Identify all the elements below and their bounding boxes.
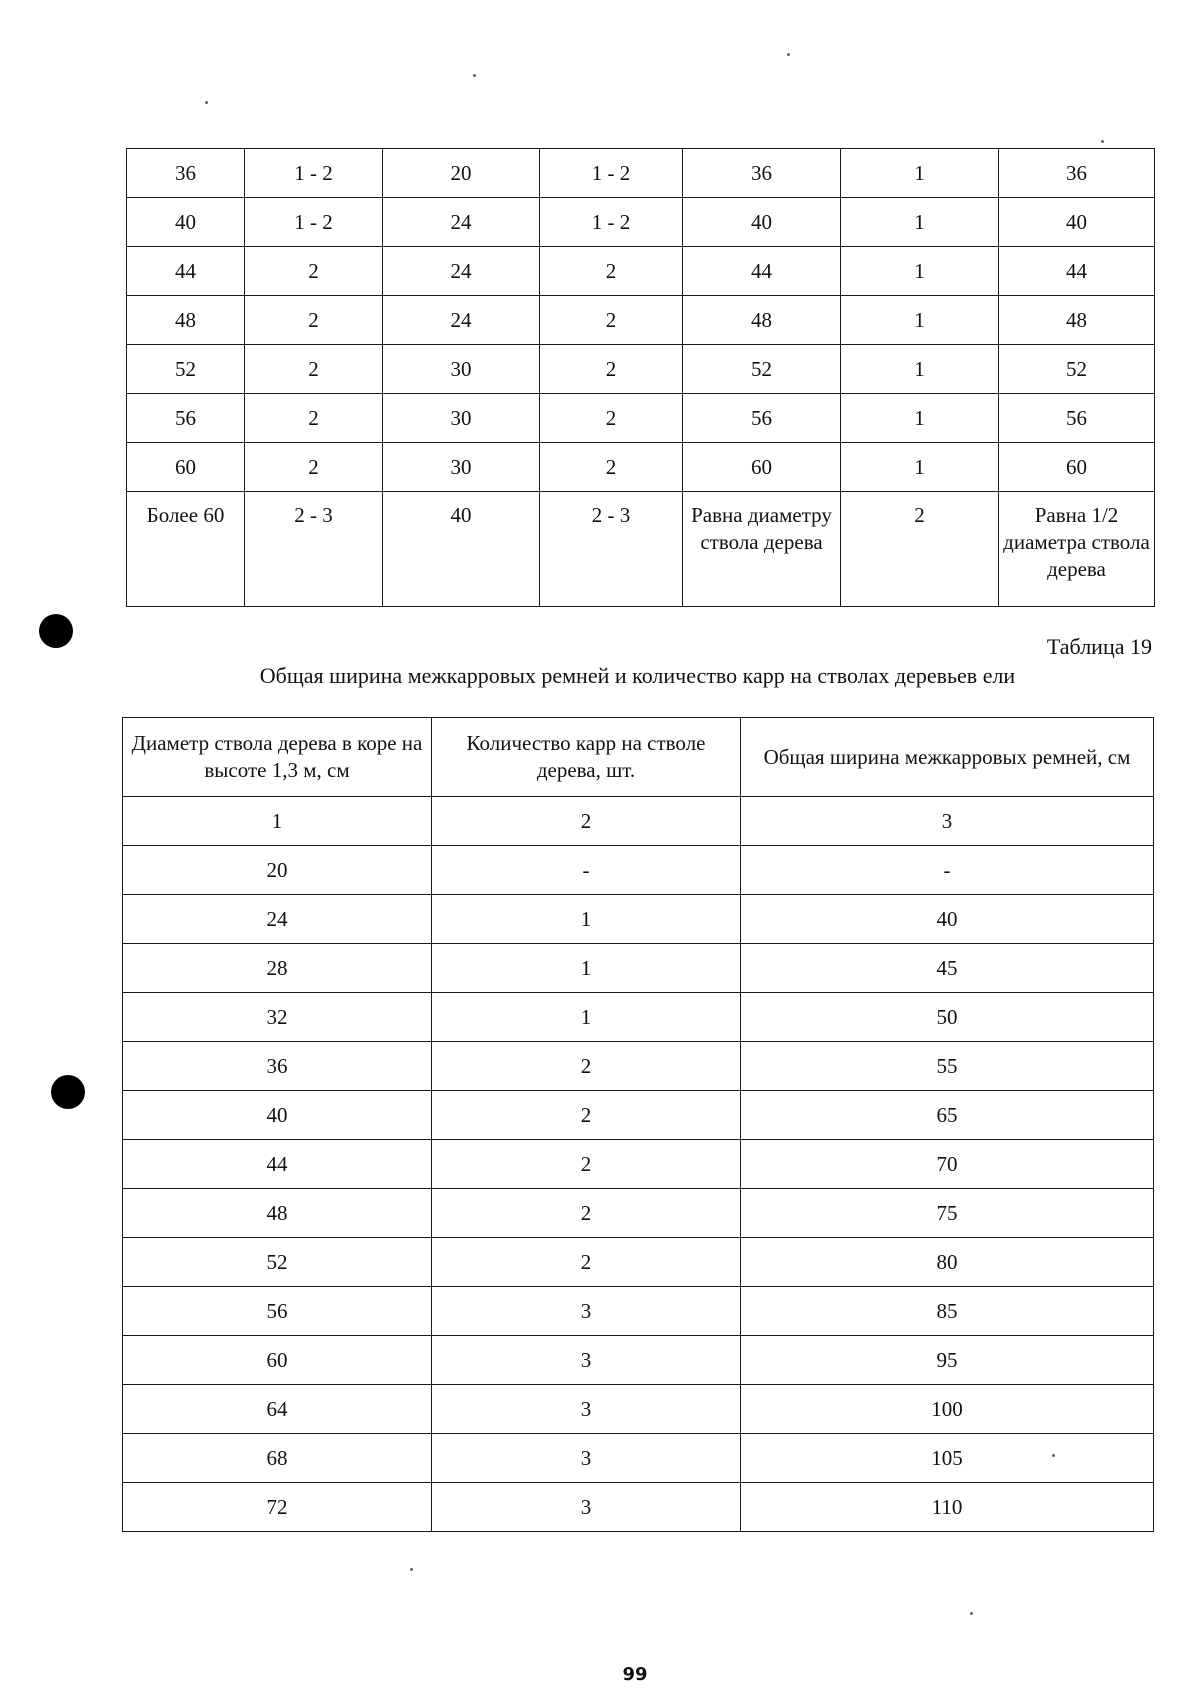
- header-diameter: Диаметр ствола дерева в коре на высоте 1,3 м, см: [123, 718, 432, 797]
- cell-count: 2: [432, 1140, 741, 1189]
- cell-col-2: 2: [245, 345, 383, 394]
- cell-col-4: 2: [540, 443, 683, 492]
- cell-col-2: 2: [245, 394, 383, 443]
- cell-col-1: 48: [127, 296, 245, 345]
- cell-count: 1: [432, 944, 741, 993]
- cell-col-6: 1: [841, 394, 999, 443]
- table-row: [123, 797, 1154, 846]
- cell-width: 105: [741, 1434, 1154, 1483]
- cell-col-6: 1: [841, 443, 999, 492]
- cell-col-4: 1 - 2: [540, 198, 683, 247]
- cell-width: 100: [741, 1385, 1154, 1434]
- scan-speck: [1101, 140, 1104, 143]
- cell-col-5: 40: [683, 198, 841, 247]
- cell-col-1: 36: [127, 149, 245, 198]
- cell-count: 2: [432, 1189, 741, 1238]
- cell-diameter: 68: [123, 1434, 432, 1483]
- cell-col-1: 60: [127, 443, 245, 492]
- cell-col-2: 1 - 2: [245, 198, 383, 247]
- cell-diameter: 20: [123, 846, 432, 895]
- cell-width: 80: [741, 1238, 1154, 1287]
- cell-col-5: 48: [683, 296, 841, 345]
- scan-speck: [1052, 1454, 1055, 1457]
- cell-width: 85: [741, 1287, 1154, 1336]
- scan-speck: [410, 1568, 413, 1571]
- table-row: [123, 1140, 1154, 1189]
- table-row: [123, 1287, 1154, 1336]
- table-row: [123, 1189, 1154, 1238]
- table-row: [127, 394, 1155, 443]
- table-row: [123, 1385, 1154, 1434]
- cell-width: 45: [741, 944, 1154, 993]
- table-row: [123, 846, 1154, 895]
- cell-count: 2: [432, 1238, 741, 1287]
- cell-count: 1: [432, 895, 741, 944]
- cell-width: 50: [741, 993, 1154, 1042]
- scan-speck: [787, 53, 790, 56]
- cell-col-6: 1: [841, 198, 999, 247]
- cell-diameter: 32: [123, 993, 432, 1042]
- cell-width: -: [741, 846, 1154, 895]
- cell-col-3: 30: [383, 443, 540, 492]
- cell-diameter: 52: [123, 1238, 432, 1287]
- cell-width: 75: [741, 1189, 1154, 1238]
- cell-col-7: 56: [999, 394, 1155, 443]
- cell-col-5: 36: [683, 149, 841, 198]
- cell-diameter: 40: [123, 1091, 432, 1140]
- cell-diameter: 48: [123, 1189, 432, 1238]
- cell-width: 110: [741, 1483, 1154, 1532]
- table-row: [123, 944, 1154, 993]
- cell-width: 40: [741, 895, 1154, 944]
- cell-col-4: 2: [540, 247, 683, 296]
- cell-col-5: 56: [683, 394, 841, 443]
- scan-speck: [205, 101, 208, 104]
- table-row: [123, 1336, 1154, 1385]
- punch-hole-lower: [51, 1075, 85, 1109]
- cell-col-4: 2: [540, 394, 683, 443]
- cell-col-3: 24: [383, 198, 540, 247]
- cell-col-7: 48: [999, 296, 1155, 345]
- cell-width: 70: [741, 1140, 1154, 1189]
- cell-col-2: 1 - 2: [245, 149, 383, 198]
- header-width: Общая ширина межкарровых ремней, см: [741, 718, 1154, 797]
- cell-col-2: 2: [245, 296, 383, 345]
- cell-col-2: 2: [245, 443, 383, 492]
- cell-col-5: Равна диаметру ствола дерева: [683, 492, 841, 607]
- table-row: [127, 198, 1155, 247]
- cell-diameter: 24: [123, 895, 432, 944]
- cell-diameter: 28: [123, 944, 432, 993]
- table-row: [127, 296, 1155, 345]
- cell-count: 3: [432, 1287, 741, 1336]
- cell-width: 65: [741, 1091, 1154, 1140]
- cell-col-4: 2 - 3: [540, 492, 683, 607]
- cell-col-3: 24: [383, 296, 540, 345]
- scan-speck: [970, 1612, 973, 1615]
- cell-diameter: 36: [123, 1042, 432, 1091]
- cell-col-6: 1: [841, 247, 999, 296]
- cell-width: 95: [741, 1336, 1154, 1385]
- cell-diameter: 44: [123, 1140, 432, 1189]
- header-count: Количество карр на стволе дерева, шт.: [432, 718, 741, 797]
- cell-col-3: 20: [383, 149, 540, 198]
- cell-count: 3: [432, 1336, 741, 1385]
- cell-col-5: 60: [683, 443, 841, 492]
- cell-col-2: 2 - 3: [245, 492, 383, 607]
- cell-count: 3: [432, 1385, 741, 1434]
- continued-table-body: [127, 149, 1155, 607]
- cell-col-5: 44: [683, 247, 841, 296]
- cell-col-4: 1 - 2: [540, 149, 683, 198]
- cell-count: 2: [432, 1042, 741, 1091]
- table-row: [123, 1238, 1154, 1287]
- cell-col-7: 60: [999, 443, 1155, 492]
- cell-col-7: 44: [999, 247, 1155, 296]
- cell-col-6: 1: [841, 296, 999, 345]
- cell-count: -: [432, 846, 741, 895]
- cell-diameter: 56: [123, 1287, 432, 1336]
- cell-count: 2: [432, 797, 741, 846]
- cell-col-5: 52: [683, 345, 841, 394]
- cell-diameter: 1: [123, 797, 432, 846]
- cell-col-6: 2: [841, 492, 999, 607]
- cell-col-4: 2: [540, 296, 683, 345]
- cell-col-7: 40: [999, 198, 1155, 247]
- table-row: [123, 1042, 1154, 1091]
- cell-col-6: 1: [841, 345, 999, 394]
- cell-col-3: 30: [383, 345, 540, 394]
- table-row: [123, 1434, 1154, 1483]
- cell-count: 1: [432, 993, 741, 1042]
- punch-hole-upper: [39, 614, 73, 648]
- scan-speck: [473, 74, 476, 77]
- table-row: [123, 1091, 1154, 1140]
- cell-col-2: 2: [245, 247, 383, 296]
- cell-diameter: 72: [123, 1483, 432, 1532]
- cell-col-1: 44: [127, 247, 245, 296]
- continued-table: [126, 148, 1155, 607]
- cell-col-3: 24: [383, 247, 540, 296]
- table-row: [123, 1483, 1154, 1532]
- table-row: [127, 492, 1155, 607]
- table-title: Общая ширина межкарровых ремней и количество карр на стволах деревьев ели: [259, 663, 1016, 688]
- cell-width: 3: [741, 797, 1154, 846]
- cell-col-7: Равна 1/2 диаметра ствола дерева: [999, 492, 1155, 607]
- cell-count: 2: [432, 1091, 741, 1140]
- cell-diameter: 60: [123, 1336, 432, 1385]
- table-row: [123, 993, 1154, 1042]
- cell-width: 55: [741, 1042, 1154, 1091]
- table-row: [127, 247, 1155, 296]
- table-header-row: [123, 718, 1154, 797]
- cell-col-7: 52: [999, 345, 1155, 394]
- table-row: [127, 345, 1155, 394]
- cell-col-4: 2: [540, 345, 683, 394]
- cell-col-1: 40: [127, 198, 245, 247]
- cell-count: 3: [432, 1483, 741, 1532]
- cell-diameter: 64: [123, 1385, 432, 1434]
- cell-col-6: 1: [841, 149, 999, 198]
- table-row: [127, 149, 1155, 198]
- table-19: [122, 717, 1154, 1532]
- page-number: 99: [622, 1664, 648, 1685]
- table-row: [123, 895, 1154, 944]
- table-number: Таблица 19: [1046, 634, 1152, 659]
- table-19-body: [123, 797, 1154, 1532]
- cell-col-1: Более 60: [127, 492, 245, 607]
- cell-col-7: 36: [999, 149, 1155, 198]
- cell-col-1: 56: [127, 394, 245, 443]
- cell-col-3: 30: [383, 394, 540, 443]
- cell-count: 3: [432, 1434, 741, 1483]
- table-row: [127, 443, 1155, 492]
- cell-col-3: 40: [383, 492, 540, 607]
- cell-col-1: 52: [127, 345, 245, 394]
